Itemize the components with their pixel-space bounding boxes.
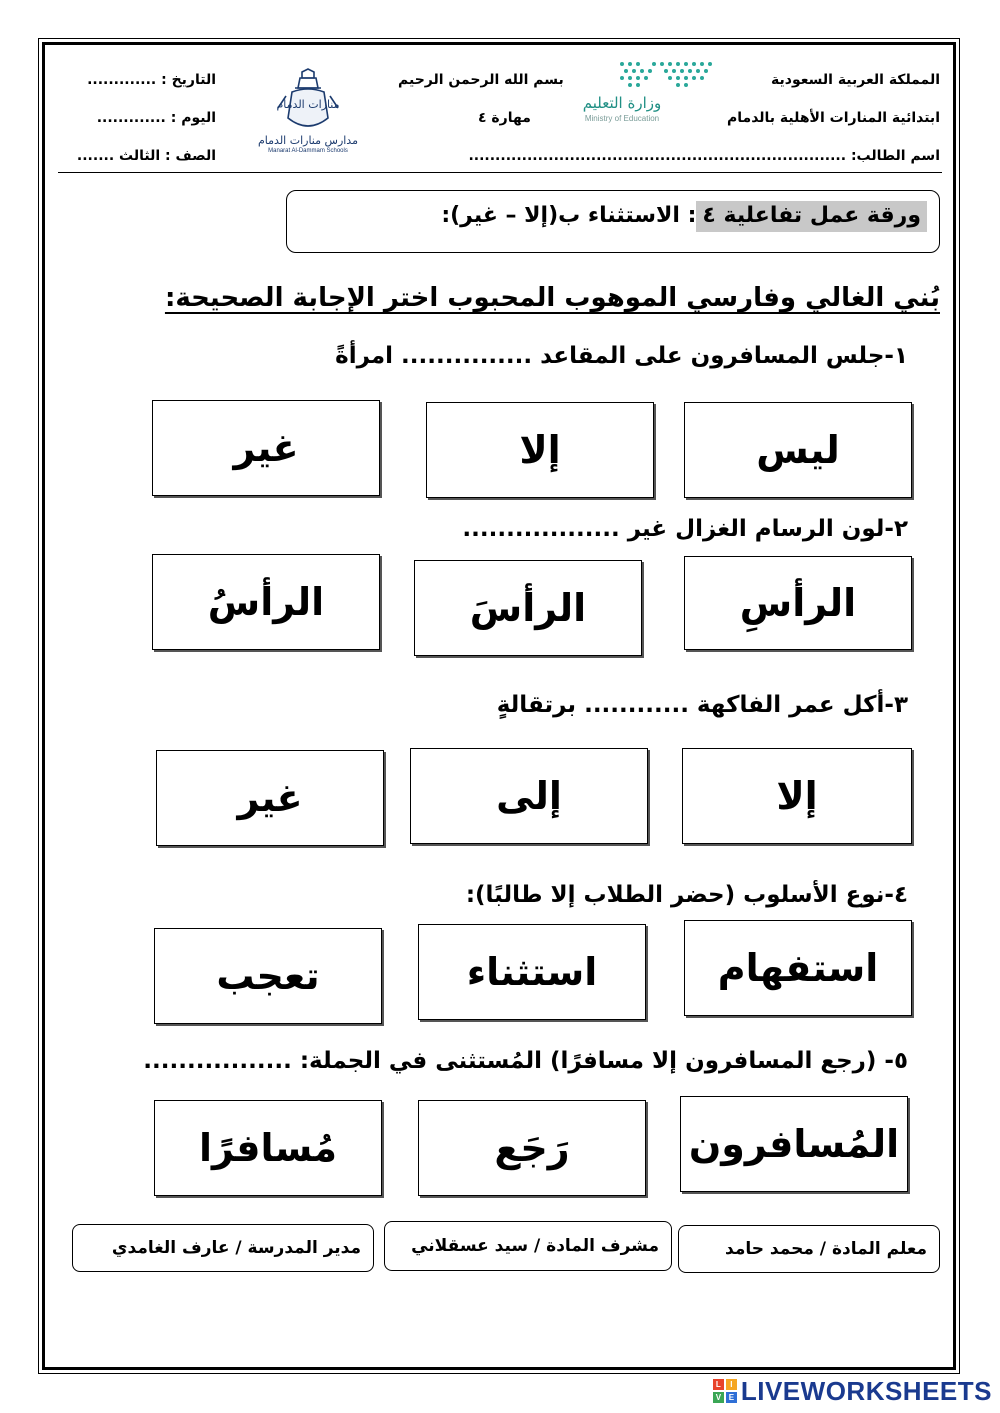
ministry-logo [570, 58, 720, 128]
liveworksheets-logo-icon [713, 1379, 737, 1403]
q2-option-2[interactable]: الرأسَ [414, 560, 642, 656]
brand-icon-letter: V [713, 1392, 724, 1403]
header-country: المملكة العربية السعودية [771, 72, 940, 88]
liveworksheets-text: LIVEWORKSHEETS [740, 1375, 992, 1406]
bismillah: بسم الله الرحمن الرحيم [398, 72, 564, 88]
footer-teacher: معلم المادة / محمد حامد [678, 1225, 940, 1273]
school-logo-text: منارات الدمام [276, 98, 340, 111]
q2-option-1[interactable]: الرأسِ [684, 556, 912, 650]
question-3: ٣-أكل عمر الفاكهة ............ برتقالةٍ [496, 692, 908, 718]
title-box [286, 190, 940, 253]
question-1: ١-جلس المسافرون على المقاعد ............... امرأةً [335, 343, 908, 369]
q1-option-1[interactable]: ليس [684, 402, 912, 498]
instruction: بُني الغالي وفارسي الموهوب المحبوب اختر الإجابة الصحيحة: [164, 283, 940, 313]
q4-option-1[interactable]: استفهام [684, 920, 912, 1016]
school-name-en: Manarat Al-Dammam Schools [268, 148, 348, 154]
footer-supervisor: مشرف المادة / سيد عسقلاني [384, 1221, 672, 1271]
skill-label: مهارة ٤ [478, 110, 531, 126]
ministry-name-ar: وزارة التعليم [582, 94, 662, 112]
q1-option-3[interactable]: غير [152, 400, 380, 496]
header-school: ابتدائية المنارات الأهلية بالدمام [727, 110, 940, 126]
day-field[interactable]: اليوم : ............. [96, 110, 216, 126]
q5-option-3[interactable]: مُسافرًا [154, 1100, 382, 1196]
student-name-field[interactable]: اسم الطالب: ....................................................................... [468, 148, 940, 164]
q2-option-3[interactable]: الرأسُ [152, 554, 380, 650]
q1-option-2[interactable]: إلا [426, 402, 654, 498]
q3-option-1[interactable]: إلا [682, 748, 912, 844]
header-divider [58, 172, 942, 173]
question-4: ٤-نوع الأسلوب (حضر الطلاب إلا طالبًا): [465, 882, 908, 908]
brand-icon-letter: L [713, 1379, 724, 1390]
q5-option-1[interactable]: المُسافرون [680, 1096, 908, 1192]
q4-option-2[interactable]: استثناء [418, 924, 646, 1020]
question-5: ٥- (رجع المسافرون إلا مسافرًا) المُستثنى في الجملة: ................. [143, 1048, 908, 1074]
footer-principal: مدير المدرسة / عارف الغامدي [72, 1224, 374, 1272]
title-highlight: ورقة عمل تفاعلية ٤ [696, 201, 927, 232]
grade-field: الصف : الثالث ....... [76, 148, 216, 164]
question-2: ٢-لون الرسام الغزال غير .................. [462, 516, 908, 542]
ministry-name-en: Ministry of Education [584, 114, 660, 123]
liveworksheets-brand[interactable] [713, 1376, 992, 1406]
school-emblem-icon [248, 68, 368, 136]
ministry-dots-icon [570, 58, 720, 94]
q5-option-2[interactable]: رَجَع [418, 1100, 646, 1196]
brand-icon-letter: E [726, 1392, 737, 1403]
worksheet-title [441, 203, 927, 228]
title-topic: : الاستثناء ب(إلا – غير): [441, 203, 697, 228]
school-name-ar: مدارس منارات الدمام [258, 134, 358, 147]
q3-option-3[interactable]: غير [156, 750, 384, 846]
q3-option-2[interactable]: إلى [410, 748, 648, 844]
school-logo [248, 68, 368, 158]
date-field[interactable]: التاريخ : ............. [87, 72, 216, 88]
q4-option-3[interactable]: تعجب [154, 928, 382, 1024]
brand-icon-letter: I [726, 1379, 737, 1390]
